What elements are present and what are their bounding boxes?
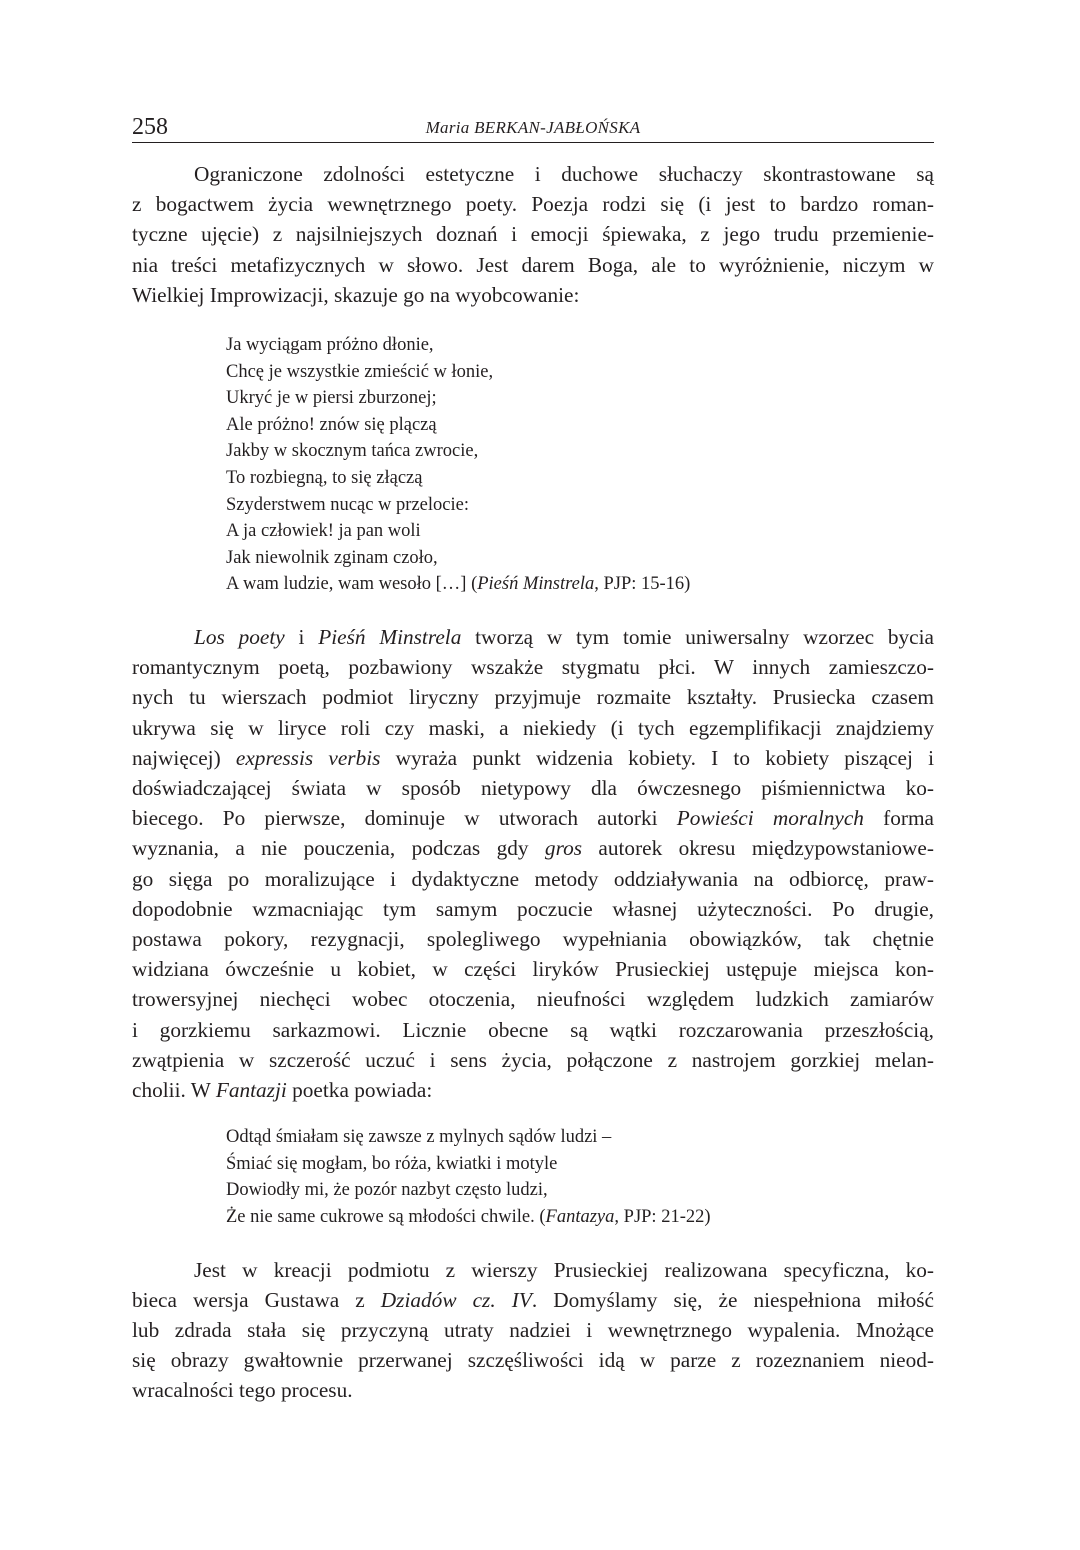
- french-term: gros: [544, 836, 583, 861]
- verse-line: Śmiać się mogłam, bo róża, kwiatki i motyle: [226, 1153, 558, 1174]
- work-title: Pieśń Minstrela: [318, 624, 462, 649]
- verse-line: Odtąd śmiałam się zawsze z mylnych sądów ludzi –: [226, 1127, 612, 1148]
- block-quote-1: [132, 332, 934, 598]
- text-line: z bogactwem życia wewnętrznego poety. Poezja rodzi się (i jest to bardzo roman-: [132, 192, 934, 217]
- text-fragment: forma: [863, 806, 934, 831]
- work-title: Dziadów cz. IV: [380, 1287, 532, 1312]
- text-line: nia treści metafizycznych w słowo. Jest darem Boga, ale to wyróżnienie, niczym w: [132, 252, 934, 277]
- text-line: i gorzkiemu sarkazmowi. Licznie obecne są wątki rozczarowania przeszłością,: [132, 1017, 934, 1042]
- text-line: [132, 622, 934, 652]
- text-line: nych tu wierszach podmiot liryczny przyjmuje rozmaite kształty. Prusiecka czasem: [132, 685, 934, 710]
- running-author: Maria BERKAN-JABŁOŃSKA: [425, 118, 641, 137]
- verse-text: A wam ludzie, wam wesoło […] (: [226, 574, 478, 595]
- text-fragment: cholii. W: [132, 1078, 216, 1102]
- text-fragment: i: [284, 624, 319, 649]
- text-line: [132, 803, 934, 833]
- text-fragment: wyznania, a nie pouczenia, podczas gdy: [132, 836, 545, 861]
- text-line: [132, 833, 934, 863]
- body-text: [132, 159, 934, 1406]
- verse-line: Ja wyciągam próżno dłonie,: [226, 335, 434, 356]
- text-fragment: najwięcej): [132, 745, 236, 770]
- page: [132, 112, 934, 1406]
- text-line: ukrywa się w liryce roli czy maski, a niekiedy (i tych egzemplifikacji znajdziemy: [132, 715, 934, 740]
- page-number: 258: [132, 114, 168, 140]
- text-line: [132, 743, 934, 773]
- verse-line-with-citation: [226, 571, 934, 598]
- work-title: Fantazji: [215, 1078, 287, 1102]
- verse-line: A ja człowiek! ja pan woli: [226, 521, 421, 542]
- verse-line: Dowiodły mi, że pozór nazbyt często ludzi,: [226, 1180, 548, 1201]
- text-line: doświadczającej świata w sposób nietypowy dla ówczesnego piśmiennictwa ko-: [132, 775, 934, 800]
- text-line: lub zdrada stała się przyczyną utraty nadziei i wewnętrznego wypalenia. Mnożące: [132, 1317, 934, 1342]
- text-line: go sięga po moralizujące i dydaktyczne metody oddziaływania na odbiorcę, praw-: [132, 866, 934, 891]
- citation-ref: , PJP: 21-22): [614, 1206, 711, 1227]
- work-title: Powieści moralnych: [676, 806, 864, 831]
- text-fragment: biecego. Po pierwsze, dominuje w utworach autorki: [132, 806, 677, 831]
- block-quote-2: [132, 1124, 934, 1230]
- text-fragment: autorek okresu międzypowstaniowe-: [582, 836, 934, 861]
- verse-line-with-citation: [226, 1204, 934, 1231]
- text-line: dopodobnie wzmacniając tym samym poczucie własnej użyteczności. Po drugie,: [132, 896, 934, 921]
- text-line: Jest w kreacji podmiotu z wierszy Prusieckiej realizowana specyficzna, ko-: [194, 1257, 934, 1282]
- text-line: wracalności tego procesu.: [132, 1378, 353, 1403]
- text-line: zwątpienia w szczerość uczuć i sens życia, połączone z nastrojem gorzkiej melan-: [132, 1047, 934, 1072]
- paragraph-3: [132, 1255, 934, 1406]
- verse-text: Że nie same cukrowe są młodości chwile. (: [226, 1206, 546, 1227]
- text-line: widziana ówcześnie u kobiet, w części liryków Prusieckiej ustępuje miejsca kon-: [132, 957, 934, 982]
- text-line: Wielkiej Improwizacji, skazuje go na wyobcowanie:: [132, 282, 580, 307]
- verse-line: Chcę je wszystkie zmieścić w łonie,: [226, 361, 494, 382]
- verse-line: Szyderstwem nucąc w przelocie:: [226, 494, 469, 515]
- verse-line: To rozbiegną, to się złączą: [226, 467, 423, 488]
- running-header: [132, 112, 934, 143]
- text-line: romantycznym poetą, pozbawiony wszakże stygmatu płci. W innych zamieszczo-: [132, 655, 934, 680]
- verse-line: Jakby w skocznym tańca zwrocie,: [226, 441, 479, 462]
- text-line: postawa pokory, rezygnacji, spolegliwego wypełniania obowiązków, tak chętnie: [132, 926, 934, 951]
- text-line: się obrazy gwałtownie przerwanej szczęśliwości idą w parze z rozeznaniem nieod-: [132, 1348, 934, 1373]
- text-line: tyczne ujęcie) z najsilniejszych doznań i emocji śpiewaka, z jego trudu przemienie-: [132, 222, 934, 247]
- text-line: Ograniczone zdolności estetyczne i duchowe słuchaczy skontrastowane są: [194, 162, 934, 186]
- text-fragment: poetka powiada:: [286, 1078, 433, 1102]
- text-fragment: tworzą w tym tomie uniwersalny wzorzec bycia: [461, 624, 934, 649]
- latin-term: expressis verbis: [235, 745, 381, 770]
- text-line: trowersyjnej niechęci wobec otoczenia, nieufności względem ludzkich zamiarów: [132, 987, 934, 1012]
- text-line: [132, 1285, 934, 1315]
- paragraph-1: [132, 159, 934, 310]
- citation-title: Fantazya: [545, 1206, 615, 1227]
- text-fragment: bieca wersja Gustawa z: [132, 1287, 381, 1312]
- verse-line: Ale próżno! znów się plączą: [226, 414, 437, 435]
- citation-ref: , PJP: 15-16): [594, 574, 691, 595]
- text-fragment: . Domyślamy się, że niespełniona miłość: [531, 1287, 934, 1312]
- verse-line: Jak niewolnik zginam czoło,: [226, 547, 438, 568]
- verse-line: Ukryć je w piersi zburzonej;: [226, 388, 437, 409]
- citation-title: Pieśń Minstrela: [477, 574, 595, 595]
- text-fragment: wyraża punkt widzenia kobiety. I to kobiety piszącej i: [380, 745, 934, 770]
- text-line: [132, 1075, 934, 1105]
- paragraph-2: [132, 622, 934, 1105]
- work-title: Los poety: [194, 624, 285, 649]
